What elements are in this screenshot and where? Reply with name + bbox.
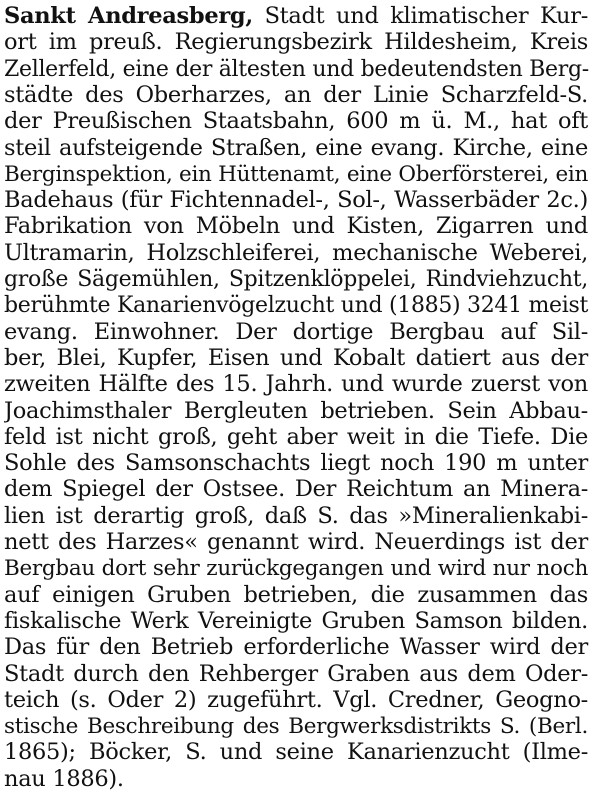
text-line: große Sägemühlen, Spitzenklöppelei, Rindviehzucht, [4, 267, 588, 292]
text-line-last: nau 1886). [4, 765, 124, 792]
text-line: auf einigen Gruben betrieben, die zusammen das [4, 581, 588, 608]
text-line: zweiten Hälfte des 15. Jahrh. und wurde zuerst von [4, 371, 588, 398]
text-line: nett des Harzes« genannt wird. Neuerdings ist der [4, 529, 588, 555]
text-line: 1865); Böcker, S. und seine Kanarienzucht (Ilme- [4, 739, 588, 766]
text-line: Ultramarin, Holzschleiferei, mechanische Weberei, [4, 239, 588, 266]
text-line: Fabrikation von Möbeln und Kisten, Zigarren und [4, 213, 588, 240]
text-line: Das für den Betrieb erforderliche Wasser wird der [4, 634, 588, 661]
text-line: feld ist nicht groß, geht aber weit in die Tiefe. Die [4, 423, 588, 450]
text-line: fiskalische Werk Vereinigte Gruben Samson bilden. [4, 607, 588, 634]
text-line: steil aufsteigende Straßen, eine evang. Kirche, eine [4, 134, 588, 161]
text-line: ber, Blei, Kupfer, Eisen und Kobalt datiert aus der [4, 344, 588, 371]
text-line: Joachimsthaler Bergleuten betrieben. Sein Abbau- [4, 397, 588, 424]
text-line-content: Stadt und klimatischer Kur- [264, 3, 588, 29]
text-line: Zellerfeld, eine der ältesten und bedeutendsten Berg- [4, 56, 589, 82]
text-line: Berginspektion, ein Hüttenamt, eine Oberförsterei, ein [4, 161, 588, 187]
text-line: städte des Oberharzes, an der Linie Scharzfeld-S. [4, 81, 588, 108]
lemma-heading: Sankt Andreasberg, [4, 3, 253, 29]
text-line: Badehaus (für Fichtennadel-, Sol-, Wasserbäder 2c.) [4, 187, 588, 214]
text-line: dem Spiegel der Ostsee. Der Reichtum an Minera- [4, 476, 588, 503]
text-line: Bergbau dort sehr zurückgegangen und wird nur noch [4, 556, 588, 582]
text-line: lien ist derartig groß, daß S. das »Mineralienkabi- [4, 502, 588, 529]
text-line: der Preußischen Staatsbahn, 600 m ü. M., hat oft [4, 108, 588, 135]
text-line: evang. Einwohner. Der dortige Bergbau auf Sil- [4, 318, 588, 345]
text-line: Sohle des Samsonschachts liegt noch 190 m unter [4, 450, 588, 477]
document-page [4, 0, 596, 806]
text-line: stische Beschreibung des Bergwerksdistrikts S. (Berl. [4, 714, 588, 740]
text-line: ort im preuß. Regierungsbezirk Hildesheim, Kreis [4, 29, 588, 56]
text-line: teich (s. Oder 2) zugeführt. Vgl. Credner, Geogno- [4, 686, 588, 713]
text-line: Stadt durch den Rehberger Graben aus dem Oder- [4, 660, 588, 687]
text-line: berühmte Kanarienvögelzucht und (1885) 3241 meist [4, 293, 589, 319]
